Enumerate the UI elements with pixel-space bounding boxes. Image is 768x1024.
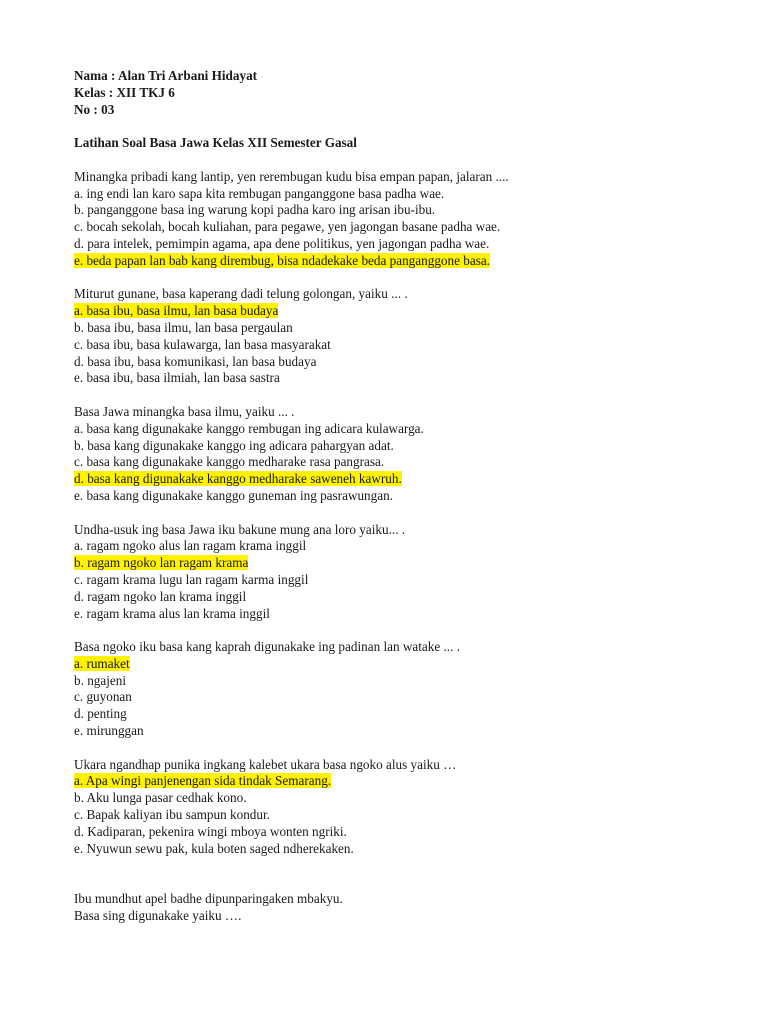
option-text: d. basa ibu, basa komunikasi, lan basa budaya xyxy=(74,353,317,369)
answer-option xyxy=(74,572,714,589)
answer-option xyxy=(74,370,714,387)
answer-option xyxy=(74,454,714,471)
answer-option xyxy=(74,236,714,253)
option-text: e. basa kang digunakake kanggo guneman ing pasrawungan. xyxy=(74,487,393,503)
answer-option xyxy=(74,253,714,270)
answer-option xyxy=(74,673,714,690)
answer-option xyxy=(74,689,714,706)
student-number: No : 03 xyxy=(74,101,115,117)
option-text: b. Aku lunga pasar cedhak kono. xyxy=(74,790,247,806)
option-text: d. para intelek, pemimpin agama, apa dene politikus, yen jagongan padha wae. xyxy=(74,235,490,251)
answer-option xyxy=(74,656,714,673)
question-stem: Basa ngoko iku basa kang kaprah digunakake ing padinan lan watake ... . xyxy=(74,639,460,655)
option-text: d. ragam ngoko lan krama inggil xyxy=(74,588,247,604)
highlighted-answer: b. ragam ngoko lan ragam krama xyxy=(74,555,249,571)
answer-option xyxy=(74,807,714,824)
question-stem: Ukara ngandhap punika ingkang kalebet ukara basa ngoko alus yaiku … xyxy=(74,756,457,772)
option-text: b. ngajeni xyxy=(74,672,127,688)
question-block xyxy=(74,522,714,623)
option-text: c. bocah sekolah, bocah kuliahan, para pegawe, yen jagongan basane padha wae. xyxy=(74,219,501,235)
student-class: Kelas : XII TKJ 6 xyxy=(74,84,175,100)
trailing-line-2: Basa sing digunakake yaiku …. xyxy=(74,907,242,923)
answer-option xyxy=(74,421,714,438)
option-text: c. basa kang digunakake kanggo medharake rasa pangrasa. xyxy=(74,454,385,470)
option-text: a. basa kang digunakake kanggo rembugan ing adicara kulawarga. xyxy=(74,420,424,436)
answer-option xyxy=(74,438,714,455)
answer-option xyxy=(74,824,714,841)
option-text: a. ing endi lan karo sapa kita rembugan panganggone basa padha wae. xyxy=(74,185,445,201)
answer-option xyxy=(74,320,714,337)
answer-option xyxy=(74,202,714,219)
question-stem: Basa Jawa minangka basa ilmu, yaiku ... . xyxy=(74,403,295,419)
document-page xyxy=(74,68,714,925)
question-stem: Undha-usuk ing basa Jawa iku bakune mung ana loro yaiku... . xyxy=(74,521,406,537)
option-text: e. basa ibu, basa ilmiah, lan basa sastra xyxy=(74,370,280,386)
answer-option xyxy=(74,219,714,236)
question-stem: Minangka pribadi kang lantip, yen rerembugan kudu bisa empan papan, jalaran .... xyxy=(74,168,509,184)
option-text: a. ragam ngoko alus lan ragam krama inggil xyxy=(74,538,307,554)
question-block xyxy=(74,169,714,270)
answer-option xyxy=(74,841,714,858)
highlighted-answer: e. beda papan lan bab kang dirembug, bisa ndadekake beda panganggone basa. xyxy=(74,252,490,268)
option-text: c. guyonan xyxy=(74,689,132,705)
answer-option xyxy=(74,337,714,354)
option-text: d. penting xyxy=(74,706,127,722)
question-block xyxy=(74,286,714,387)
option-text: b. panganggone basa ing warung kopi padha karo ing arisan ibu-ibu. xyxy=(74,202,436,218)
highlighted-answer: a. Apa wingi panjenengan sida tindak Semarang. xyxy=(74,773,332,789)
questions-list xyxy=(74,169,714,858)
option-text: c. Bapak kaliyan ibu sampun kondur. xyxy=(74,807,270,823)
answer-option xyxy=(74,773,714,790)
answer-option xyxy=(74,186,714,203)
option-text: c. basa ibu, basa kulawarga, lan basa masyarakat xyxy=(74,336,331,352)
option-text: d. Kadiparan, pekenira wingi mboya wonten ngriki. xyxy=(74,823,347,839)
option-text: e. mirunggan xyxy=(74,723,144,739)
highlighted-answer: a. basa ibu, basa ilmu, lan basa budaya xyxy=(74,303,279,319)
option-text: c. ragam krama lugu lan ragam karma inggil xyxy=(74,571,309,587)
answer-option xyxy=(74,471,714,488)
question-block xyxy=(74,404,714,505)
question-block xyxy=(74,639,714,740)
answer-option xyxy=(74,723,714,740)
option-text: b. basa kang digunakake kanggo ing adicara pahargyan adat. xyxy=(74,437,394,453)
answer-option xyxy=(74,706,714,723)
question-stem: Miturut gunane, basa kaperang dadi telung golongan, yaiku ... . xyxy=(74,286,408,302)
answer-option xyxy=(74,606,714,623)
answer-option xyxy=(74,488,714,505)
answer-option xyxy=(74,790,714,807)
highlighted-answer: d. basa kang digunakake kanggo medharake saweneh kawruh. xyxy=(74,471,402,487)
trailing-line-1: Ibu mundhut apel badhe dipunparingaken mbakyu. xyxy=(74,891,343,907)
answer-option xyxy=(74,555,714,572)
highlighted-answer: a. rumaket xyxy=(74,655,130,671)
answer-option xyxy=(74,589,714,606)
option-text: e. Nyuwun sewu pak, kula boten saged ndherekaken. xyxy=(74,840,354,856)
answer-option xyxy=(74,538,714,555)
option-text: e. ragam krama alus lan krama inggil xyxy=(74,605,270,621)
answer-option xyxy=(74,303,714,320)
student-name: Nama : Alan Tri Arbani Hidayat xyxy=(74,68,258,83)
option-text: b. basa ibu, basa ilmu, lan basa pergaulan xyxy=(74,319,293,335)
document-title: Latihan Soal Basa Jawa Kelas XII Semester Gasal xyxy=(74,135,357,151)
question-block xyxy=(74,757,714,858)
answer-option xyxy=(74,354,714,371)
